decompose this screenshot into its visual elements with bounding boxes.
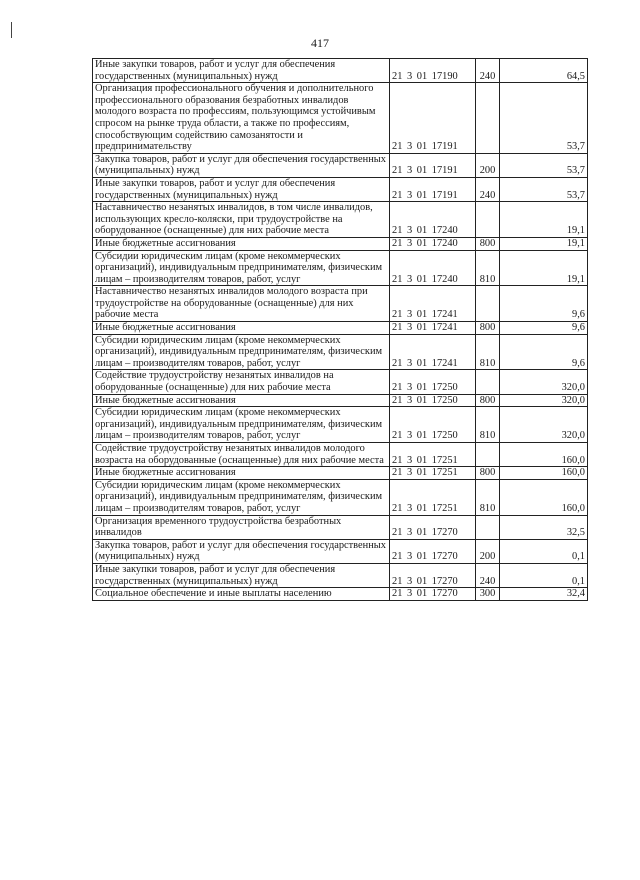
row-code: 21 3 01 17190 — [390, 59, 476, 83]
row-code: 21 3 01 17241 — [390, 334, 476, 370]
row-expense-type: 240 — [476, 563, 500, 587]
row-expense-type: 810 — [476, 250, 500, 286]
row-code: 21 3 01 17270 — [390, 539, 476, 563]
row-expense-type: 810 — [476, 479, 500, 515]
row-name: Иные закупки товаров, работ и услуг для обеспечения государственных (муниципальных) нужд — [93, 59, 390, 83]
row-name: Закупка товаров, работ и услуг для обеспечения государственных (муниципальных) нужд — [93, 153, 390, 177]
table-row — [93, 539, 588, 563]
row-code: 21 3 01 17191 — [390, 153, 476, 177]
row-sum: 160,0 — [500, 443, 588, 467]
table-row — [93, 467, 588, 480]
table-row — [93, 83, 588, 154]
row-expense-type: 810 — [476, 407, 500, 443]
row-expense-type — [476, 443, 500, 467]
row-expense-type: 300 — [476, 588, 500, 601]
row-sum: 0,1 — [500, 539, 588, 563]
row-name: Иные бюджетные ассигнования — [93, 322, 390, 335]
row-sum: 53,7 — [500, 177, 588, 201]
row-code: 21 3 01 17240 — [390, 237, 476, 250]
table-row — [93, 588, 588, 601]
row-sum: 320,0 — [500, 370, 588, 394]
row-name: Содействие трудоустройству незанятых инвалидов молодого возраста на оборудованные (оснащенные) для них рабочие места — [93, 443, 390, 467]
row-expense-type — [476, 286, 500, 322]
row-name: Иные закупки товаров, работ и услуг для обеспечения государственных (муниципальных) нужд — [93, 177, 390, 201]
row-expense-type: 800 — [476, 394, 500, 407]
row-expense-type — [476, 83, 500, 154]
row-sum: 9,6 — [500, 286, 588, 322]
row-code: 21 3 01 17250 — [390, 407, 476, 443]
budget-table — [92, 58, 588, 601]
row-name: Наставничество незанятых инвалидов, в том числе инвалидов, использующих кресло-коляски, при трудоустройстве на оборудованное (оснащенные) для них рабочие места — [93, 202, 390, 238]
row-expense-type: 240 — [476, 177, 500, 201]
table-row — [93, 250, 588, 286]
row-name: Субсидии юридическим лицам (кроме некоммерческих организаций), индивидуальным предпринимателям, физическим лицам – производителям товаров, работ, услуг — [93, 250, 390, 286]
table-row — [93, 153, 588, 177]
row-expense-type: 800 — [476, 237, 500, 250]
row-code: 21 3 01 17191 — [390, 83, 476, 154]
row-code: 21 3 01 17270 — [390, 563, 476, 587]
row-code: 21 3 01 17250 — [390, 394, 476, 407]
row-sum: 53,7 — [500, 83, 588, 154]
row-name: Субсидии юридическим лицам (кроме некоммерческих организаций), индивидуальным предпринимателям, физическим лицам – производителям товаров, работ, услуг — [93, 407, 390, 443]
table-row — [93, 515, 588, 539]
row-code: 21 3 01 17250 — [390, 370, 476, 394]
row-expense-type: 240 — [476, 59, 500, 83]
row-sum: 0,1 — [500, 563, 588, 587]
row-name: Организация временного трудоустройства безработных инвалидов — [93, 515, 390, 539]
row-code: 21 3 01 17251 — [390, 443, 476, 467]
row-name: Социальное обеспечение и иные выплаты населению — [93, 588, 390, 601]
row-code: 21 3 01 17251 — [390, 479, 476, 515]
row-code: 21 3 01 17240 — [390, 202, 476, 238]
row-sum: 9,6 — [500, 322, 588, 335]
row-code: 21 3 01 17240 — [390, 250, 476, 286]
row-code: 21 3 01 17241 — [390, 286, 476, 322]
row-name: Содействие трудоустройству незанятых инвалидов на оборудованные (оснащенные) для них рабочие места — [93, 370, 390, 394]
row-code: 21 3 01 17270 — [390, 588, 476, 601]
row-expense-type — [476, 370, 500, 394]
row-sum: 32,5 — [500, 515, 588, 539]
row-name: Организация профессионального обучения и дополнительного профессионального образования безработных инвалидов молодого возраста по профессиям, пользующимся устойчивым спросом на рынке труда области, а также по профессиям, способствующим содействию самозанятости и предпринимательству — [93, 83, 390, 154]
row-expense-type: 200 — [476, 539, 500, 563]
row-code: 21 3 01 17241 — [390, 322, 476, 335]
table-row — [93, 563, 588, 587]
table-row — [93, 443, 588, 467]
table-row — [93, 334, 588, 370]
table-row — [93, 177, 588, 201]
table-row — [93, 407, 588, 443]
table-row — [93, 394, 588, 407]
row-name: Наставничество незанятых инвалидов молодого возраста при трудоустройстве на оборудованные (оснащенные) для них рабочие места — [93, 286, 390, 322]
row-expense-type: 810 — [476, 334, 500, 370]
table-row — [93, 237, 588, 250]
row-code: 21 3 01 17251 — [390, 467, 476, 480]
row-name: Иные бюджетные ассигнования — [93, 467, 390, 480]
row-sum: 19,1 — [500, 202, 588, 238]
row-sum: 53,7 — [500, 153, 588, 177]
row-sum: 19,1 — [500, 250, 588, 286]
table-row — [93, 370, 588, 394]
page-number: 417 — [311, 36, 329, 50]
row-sum: 320,0 — [500, 407, 588, 443]
row-expense-type: 800 — [476, 467, 500, 480]
row-sum: 32,4 — [500, 588, 588, 601]
row-expense-type — [476, 202, 500, 238]
row-sum: 160,0 — [500, 467, 588, 480]
row-name: Субсидии юридическим лицам (кроме некоммерческих организаций), индивидуальным предпринимателям, физическим лицам – производителям товаров, работ, услуг — [93, 334, 390, 370]
row-expense-type: 800 — [476, 322, 500, 335]
table-row — [93, 59, 588, 83]
row-code: 21 3 01 17191 — [390, 177, 476, 201]
row-sum: 9,6 — [500, 334, 588, 370]
row-name: Субсидии юридическим лицам (кроме некоммерческих организаций), индивидуальным предпринимателям, физическим лицам – производителям товаров, работ, услуг — [93, 479, 390, 515]
row-name: Иные закупки товаров, работ и услуг для обеспечения государственных (муниципальных) нужд — [93, 563, 390, 587]
table-row — [93, 479, 588, 515]
row-expense-type: 200 — [476, 153, 500, 177]
row-name: Иные бюджетные ассигнования — [93, 394, 390, 407]
row-expense-type — [476, 515, 500, 539]
row-sum: 19,1 — [500, 237, 588, 250]
row-name: Закупка товаров, работ и услуг для обеспечения государственных (муниципальных) нужд — [93, 539, 390, 563]
table-row — [93, 322, 588, 335]
row-sum: 64,5 — [500, 59, 588, 83]
row-code: 21 3 01 17270 — [390, 515, 476, 539]
table-row — [93, 286, 588, 322]
row-sum: 160,0 — [500, 479, 588, 515]
row-sum: 320,0 — [500, 394, 588, 407]
row-name: Иные бюджетные ассигнования — [93, 237, 390, 250]
table-row — [93, 202, 588, 238]
